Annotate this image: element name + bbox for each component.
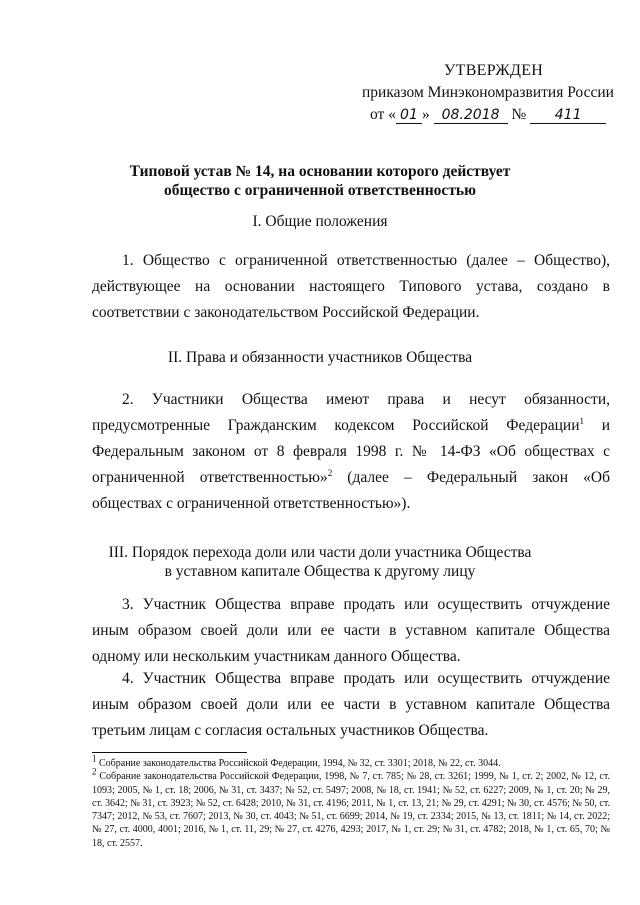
paragraph-2-text-a: 2. Участники Общества имеют права и несут обязанности, предусмотренные Гражданским кодексом Российской Федерации <box>92 391 610 434</box>
section-1-heading: I. Общие положения <box>252 213 388 230</box>
approval-title: УТВЕРЖДЕН <box>444 62 544 79</box>
footnote-1 <box>92 753 610 770</box>
paragraph-2 <box>92 387 610 517</box>
section-3-heading-line-2: в уставном капитале Общества к другому лицу <box>164 563 476 580</box>
paragraph-4-text: 4. Участник Общества вправе продать или осуществить отчуждение иным образом своей доли или ее части в уставном капитале Общества третьим лицам с согласия остальных участников Общества. <box>92 670 610 739</box>
paragraph-2-text-c: (далее – Федеральный закон «Об обществах с ограниченной ответственностью»). <box>92 469 610 512</box>
date-prefix: от « <box>370 106 396 123</box>
approval-order: приказом Минэкономразвития России <box>362 84 614 101</box>
footnote-1-mark: 1 <box>92 753 97 764</box>
date-day-field <box>396 106 422 124</box>
date-month-year-field <box>434 106 508 124</box>
title-line-2: общество с ограниченной ответственностью <box>164 182 476 199</box>
approval-date-line <box>370 106 606 124</box>
footnote-2-mark: 2 <box>92 766 97 777</box>
paragraph-2-text-b: и Федеральным законом от 8 февраля 1998 г. № 14-ФЗ «Об обществах с ограниченной ответственностью» <box>92 417 611 486</box>
section-3-heading-line-1: III. Порядок перехода доли или части доли участника Общества <box>108 544 532 561</box>
footnote-ref-2: 2 <box>327 467 333 478</box>
footnote-2-text: Собрание законодательства Российской Федерации, 1998, № 7, ст. 785; № 28, ст. 3261; 1999, № 1, ст. 2; 2002, № 12, ст. 1093; 2005, № 1, ст. 18; 2006, № 31, ст. 3437; № 52, ст. 5497; 2008, № 18, ст. 1941; № 52, ст. 6227; 2009, № 1, ст. 20; № 29, ст. 3642; № 31, ст. 3923; № 52, ст. 6428; 2010, № 31, ст. 4196; 2011, № 1, ст. 13, 21; № 29, ст. 4291; № 30, ст. 4576; № 50, ст. 7347; 2012, № 53, ст. 7607; 2013, № 30, ст. 4043; № 51, ст. 6699; 2014, № 19, ст. 2334; 2015, № 13, ст. 1811; № 14, ст. 2022; № 27, ст. 4000, 4001; 2016, № 1, ст. 11, 29; № 27, ст. 4276, 4293; 2017, № 1, ст. 29; № 31, ст. 4782; 2018, № 1, ст. 65, 70; № 18, ст. 2557. <box>92 771 610 849</box>
footnotes <box>92 753 610 850</box>
paragraph-1-text: 1. Общество с ограниченной ответственностью (далее – Общество), действующее на основании настоящего Типового устава, создано в соответствии с законодательством Российской Федерации. <box>92 252 610 321</box>
paragraph-3 <box>92 592 610 670</box>
footnote-1-text: Собрание законодательства Российской Федерации, 1994, № 32, ст. 3301; 2018, № 22, ст. 3044. <box>96 758 501 769</box>
date-month-year-handwritten: 08.2018 <box>441 107 500 123</box>
section-3-heading <box>60 543 580 581</box>
number-sign: № <box>511 106 527 123</box>
order-number-handwritten: 411 <box>554 107 582 123</box>
paragraph-1 <box>92 248 610 326</box>
footnote-divider <box>92 752 247 753</box>
date-quote: » <box>421 106 430 123</box>
paragraph-3-text: 3. Участник Общества вправе продать или осуществить отчуждение иным образом своей доли или ее части в уставном капитале Общества одному или нескольким участникам данного Общества. <box>92 596 610 665</box>
document-title <box>60 162 580 200</box>
paragraph-4 <box>92 666 610 744</box>
footnote-ref-1: 1 <box>579 415 584 426</box>
section-2-heading: II. Права и обязанности участников Общества <box>167 349 473 366</box>
date-day-handwritten: 01 <box>400 107 418 123</box>
footnote-2 <box>92 766 610 850</box>
order-number-field <box>530 106 606 124</box>
title-line-1: Типовой устав № 14, на основании которого действует <box>129 163 511 180</box>
